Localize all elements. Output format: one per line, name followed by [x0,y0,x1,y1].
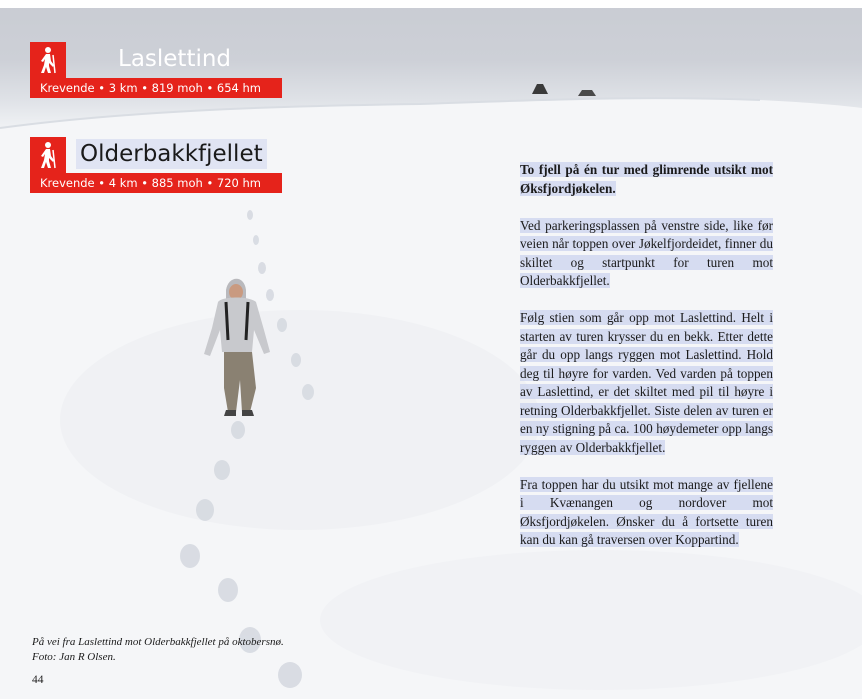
hiker-icon [30,42,66,78]
article-paragraph: Fra toppen har du utsikt mot mange av fjellene i Kvænangen og nordover mot Øksfjordjøkelen. Ønsker du å fortsette turen kan du kan gå traversen over Koppartind. [520,476,773,547]
page-number: 44 [32,674,44,686]
article-text [520,161,773,568]
hiker-icon [30,137,66,173]
route-stats: Krevende • 3 km • 819 moh • 654 hm [30,78,282,98]
article-paragraph: Ved parkeringsplassen på venstre side, like før veien når toppen over Jøkelfjordeidet, finner du skiltet og startpunkt for turen mot Olderbakkfjellet. [520,217,773,288]
article-paragraph: Følg stien som går opp mot Laslettind. Helt i starten av turen krysser du en bekk. Etter dette går du opp langs ryggen mot Laslettind. Hold deg til høyre for varden. Ved varden på toppen av Laslettind, er det skiltet med pil til høyre i retning Olderbakkfjellet. Siste delen av turen er en ny stigning på ca. 100 høydemeter opp langs ryggen av Olderbakkfjellet. [520,310,773,455]
route-stats: Krevende • 4 km • 885 moh • 720 hm [30,173,282,193]
route-title: Laslettind [118,46,232,72]
caption-credit: Foto: Jan R Olsen. [32,651,116,663]
caption-line: På vei fra Laslettind mot Olderbakkfjellet på oktobersnø. [32,636,284,648]
route-title: Olderbakkfjellet [76,139,267,169]
article-lead: To fjell på én tur med glimrende utsikt mot Øksfjordjøkelen. [520,162,773,196]
photo-caption [32,635,284,665]
